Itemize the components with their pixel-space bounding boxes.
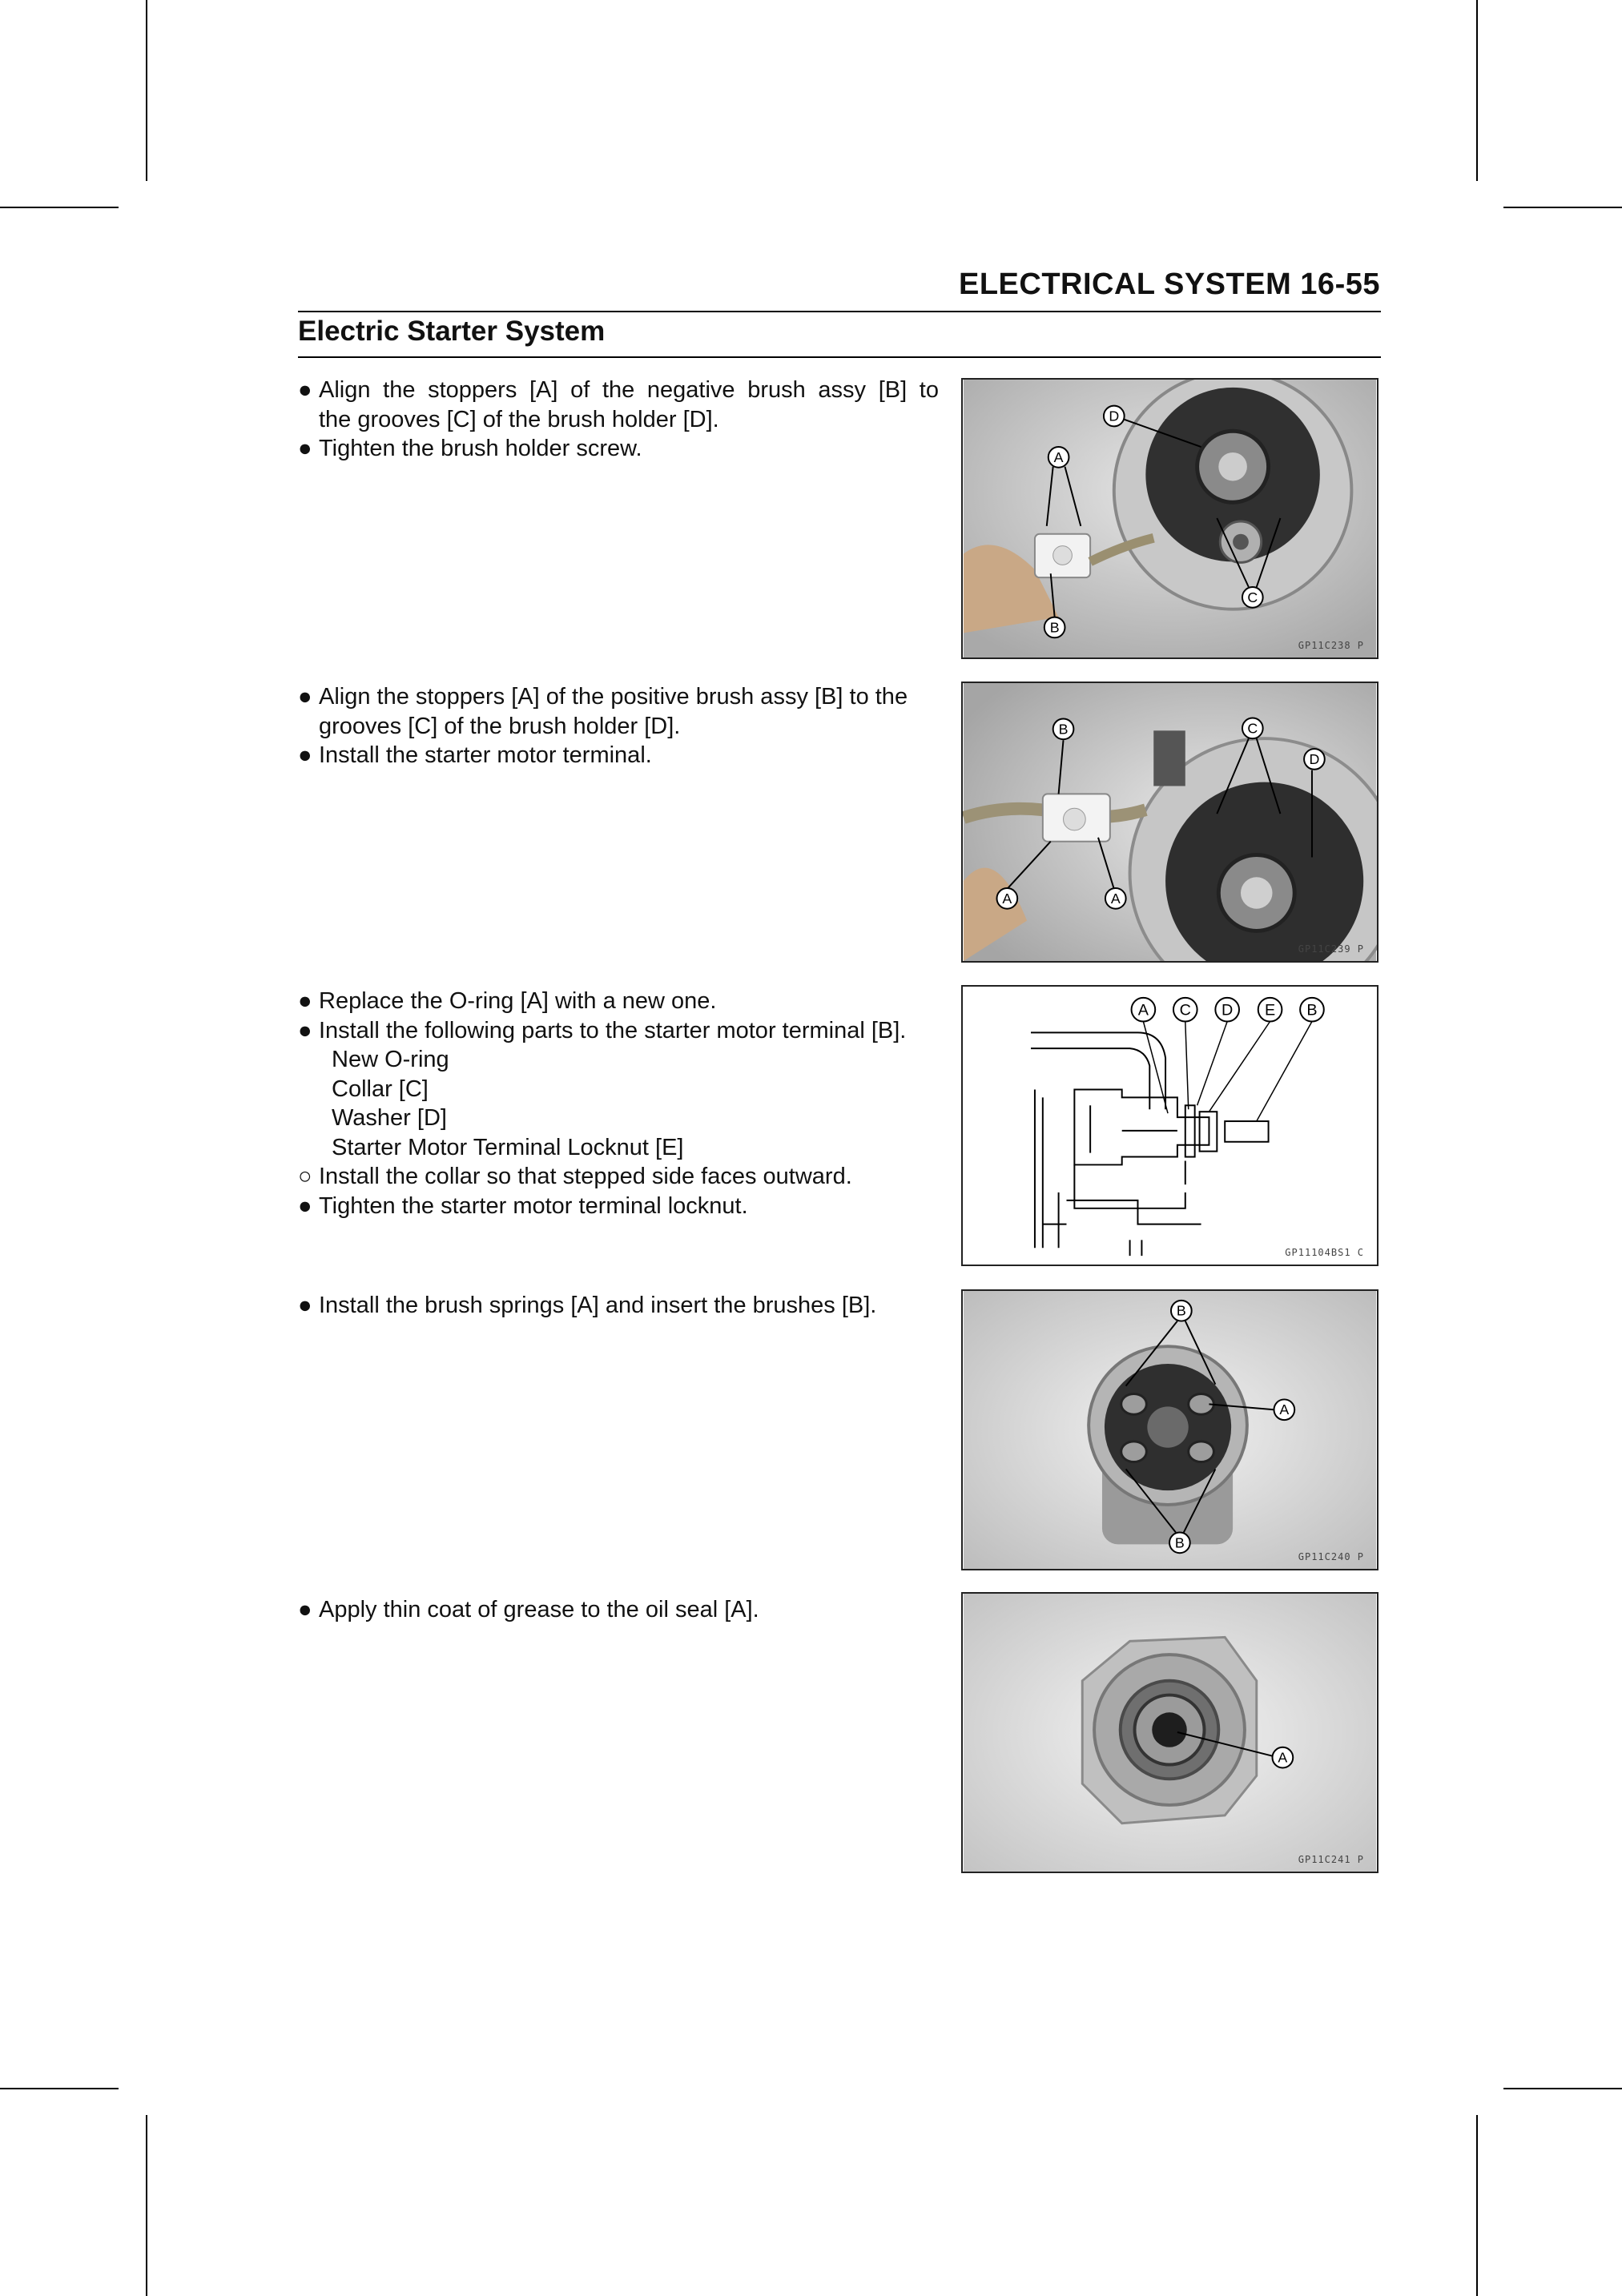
callout-label: D <box>1109 408 1120 424</box>
figure-code: GP11104BS1 C <box>1285 1247 1364 1258</box>
bullet-marker: ● <box>298 377 312 403</box>
instruction-text: Install the starter motor terminal. <box>319 742 652 768</box>
crop-mark <box>1476 2115 1478 2296</box>
callout-label: A <box>1002 890 1012 907</box>
instruction-text: Replace the O-ring [A] with a new one. <box>319 988 717 1014</box>
bullet-marker: ● <box>298 1017 312 1043</box>
instruction-line <box>298 434 939 464</box>
bullet-marker: ● <box>298 1192 312 1219</box>
callout-label: B <box>1306 1001 1318 1019</box>
bullet-marker: ● <box>298 684 312 710</box>
section-title: Electric Starter System <box>298 316 606 347</box>
instruction-line <box>298 1291 939 1321</box>
figure-code: GP11C238 P <box>1298 640 1364 651</box>
callout-label: C <box>1179 1001 1191 1019</box>
crop-mark <box>146 0 147 181</box>
instruction-text: the grooves [C] of the brush holder [D]. <box>319 406 719 432</box>
callout-label: B <box>1176 1302 1186 1319</box>
figure-code: GP11C239 P <box>1298 943 1364 955</box>
instruction-line <box>298 376 939 405</box>
instruction-line <box>298 741 939 770</box>
instruction-line <box>298 712 939 742</box>
instruction-text: Tighten the brush holder screw. <box>319 436 642 461</box>
instruction-block-3 <box>298 987 939 1220</box>
instruction-text: Tighten the starter motor terminal locknut. <box>319 1192 748 1219</box>
callout-label: C <box>1247 720 1258 737</box>
photo-negative-brush-assy <box>961 378 1378 659</box>
bullet-marker: ○ <box>298 1164 312 1189</box>
photo-oil-seal <box>961 1592 1378 1873</box>
instruction-text: Install the following parts to the starter motor terminal [B]. <box>319 1017 907 1043</box>
instruction-block-2 <box>298 682 939 770</box>
instruction-line <box>298 1016 939 1046</box>
header-rule <box>298 311 1381 312</box>
figure-code: GP11C240 P <box>1298 1551 1364 1562</box>
instruction-line <box>298 1595 939 1625</box>
photo-brush-springs <box>961 1289 1378 1570</box>
crop-mark <box>1503 207 1622 208</box>
page-header-title: ELECTRICAL SYSTEM 16-55 <box>958 267 1380 301</box>
figure-code: GP11C241 P <box>1298 1854 1364 1865</box>
instruction-line <box>298 1162 939 1192</box>
instruction-text: New O-ring <box>332 1047 449 1072</box>
instruction-text: Install the collar so that stepped side faces outward. <box>319 1164 852 1189</box>
instruction-text: grooves [C] of the brush holder [D]. <box>319 713 681 739</box>
diagram-starter-terminal <box>961 985 1378 1266</box>
instruction-line <box>298 405 939 435</box>
instruction-block-5 <box>298 1595 939 1625</box>
instruction-line <box>298 987 939 1016</box>
callout-label: A <box>1278 1749 1288 1766</box>
instruction-block-4 <box>298 1291 939 1321</box>
callout-label: C <box>1247 589 1258 605</box>
instruction-line <box>298 1192 939 1221</box>
callout-label: B <box>1174 1534 1185 1551</box>
instruction-text: Install the brush springs [A] and insert the brushes [B]. <box>319 1293 877 1318</box>
crop-mark <box>0 207 119 208</box>
callout-label: A <box>1053 448 1064 465</box>
bullet-marker: ● <box>298 436 312 461</box>
instruction-line <box>298 1104 939 1133</box>
bullet-marker: ● <box>298 988 312 1014</box>
instruction-line <box>298 1075 939 1104</box>
instruction-text: Starter Motor Terminal Locknut [E] <box>332 1134 684 1160</box>
instruction-text: Washer [D] <box>332 1105 447 1131</box>
bullet-marker: ● <box>298 1293 312 1318</box>
photo-positive-brush-assy <box>961 682 1378 963</box>
crop-mark <box>0 2088 119 2089</box>
section-rule <box>298 356 1381 358</box>
instruction-line <box>298 1045 939 1075</box>
instruction-line <box>298 682 939 712</box>
bullet-marker: ● <box>298 1597 312 1622</box>
callout-label: D <box>1222 1001 1234 1019</box>
callout-label: A <box>1137 1001 1149 1019</box>
instruction-text: Align the stoppers [A] of the positive brush assy [B] to the <box>319 684 908 710</box>
callout-label: A <box>1110 890 1121 907</box>
instruction-text: Apply thin coat of grease to the oil seal [A]. <box>319 1597 759 1622</box>
instruction-line <box>298 1133 939 1163</box>
crop-mark <box>146 2115 147 2296</box>
callout-label: B <box>1049 619 1060 636</box>
bullet-marker: ● <box>298 742 312 768</box>
callout-label: E <box>1264 1001 1276 1019</box>
callout-label: D <box>1309 750 1320 767</box>
crop-mark <box>1503 2088 1622 2089</box>
crop-mark <box>1476 0 1478 181</box>
callout-label: B <box>1058 721 1069 738</box>
callout-label: A <box>1279 1401 1290 1418</box>
instruction-text: Collar [C] <box>332 1076 429 1102</box>
instruction-text: Align the stoppers [A] of the negative brush assy [B] to <box>319 377 939 403</box>
instruction-block-1 <box>298 376 939 464</box>
